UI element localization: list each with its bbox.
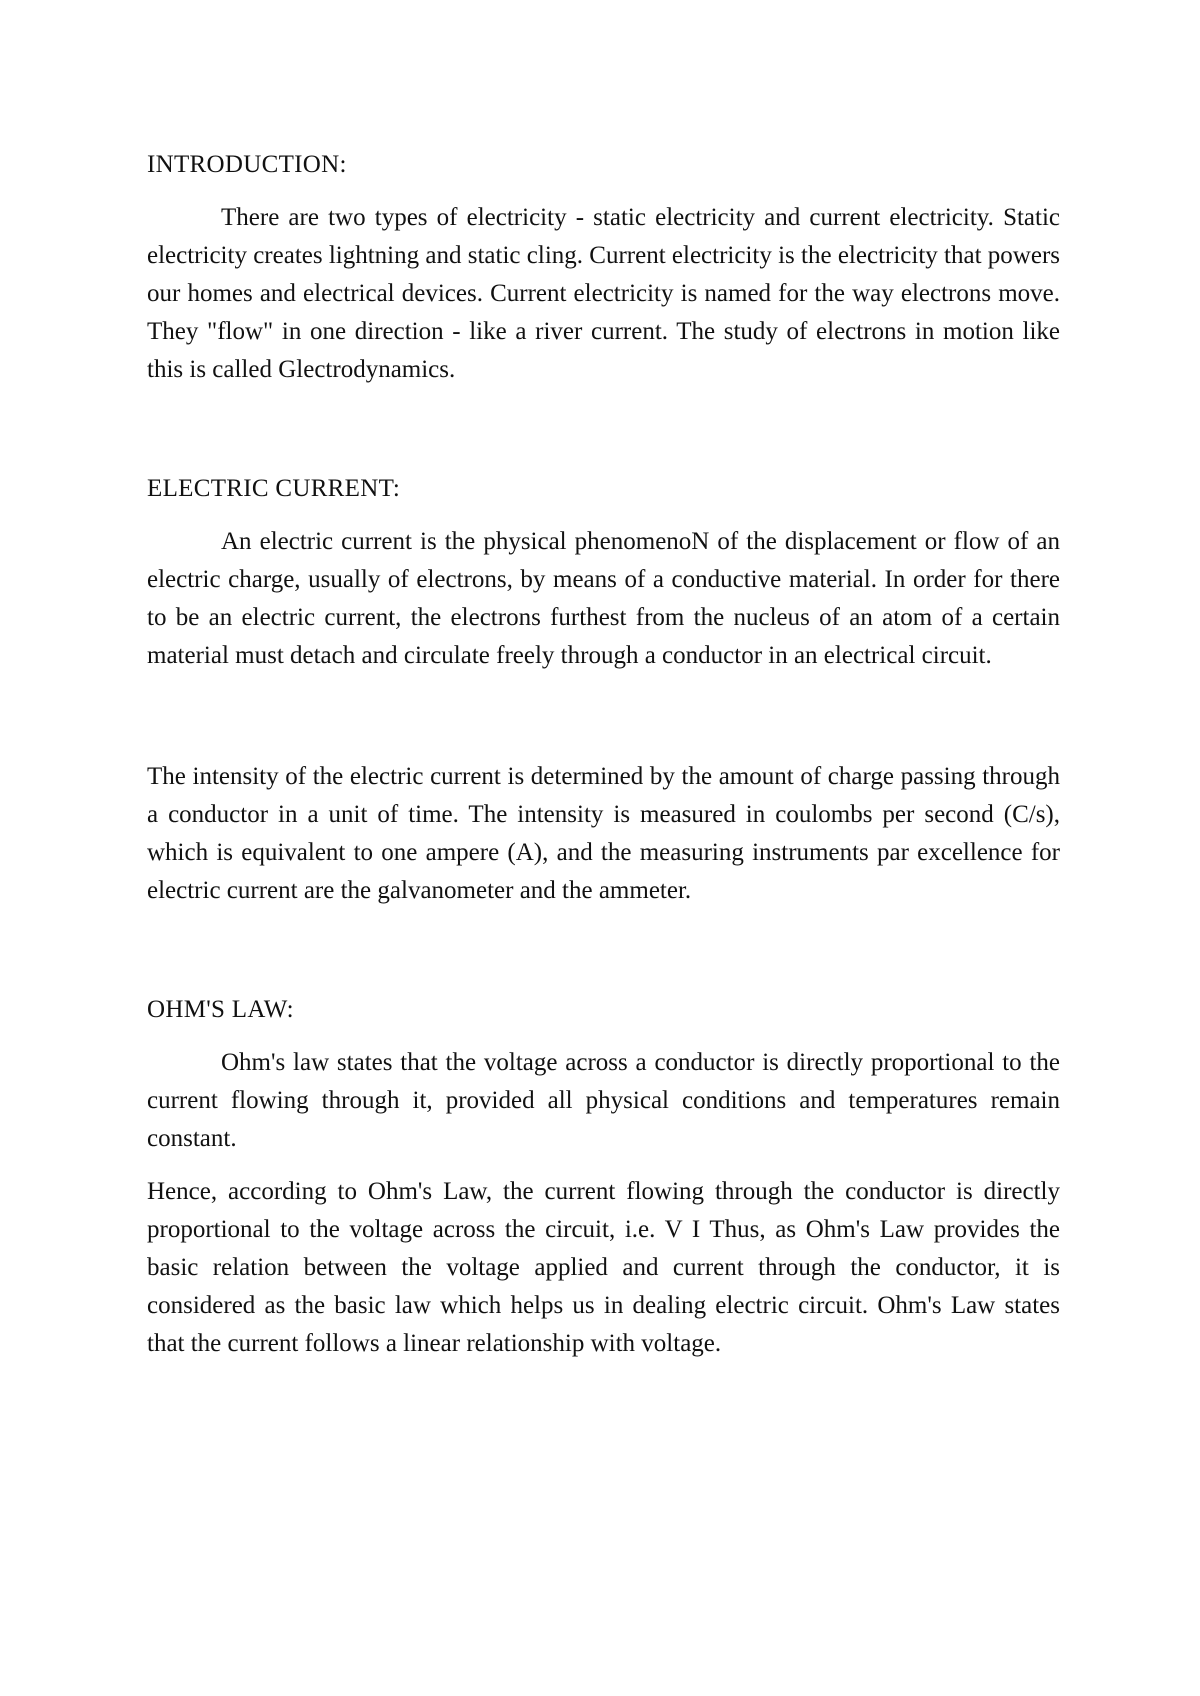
section-heading-ohms-law: OHM'S LAW: — [147, 996, 294, 1023]
document-body — [147, 146, 1060, 1363]
electric-current-paragraph-1: An electric current is the physical phenomenoN of the displacement or flow of an electric charge, usually of electrons, by means of a conductive material. In order for there to be an electric current, the electrons furthest from the nucleus of an atom of a certain material must detach and circulate freely through a conductor in an electrical circuit. — [147, 528, 1060, 669]
section-heading-introduction: INTRODUCTION: — [147, 151, 347, 178]
electric-current-paragraph-2: The intensity of the electric current is determined by the amount of charge passing through a conductor in a unit of time. The intensity is measured in coulombs per second (C/s), which is equivalent to one ampere (A), and the measuring instruments par excellence for electric current are the galvanometer and the ammeter. — [147, 763, 1060, 904]
ohms-law-paragraph-1: Ohm's law states that the voltage across a conductor is directly proportional to the current flowing through it, provided all physical conditions and temperatures remain constant. — [147, 1049, 1060, 1152]
ohms-law-paragraph-2: Hence, according to Ohm's Law, the current flowing through the conductor is directly proportional to the voltage across the circuit, i.e. V I Thus, as Ohm's Law provides the basic relation between the voltage applied and current through the conductor, it is considered as the basic law which helps us in dealing electric circuit. Ohm's Law states that the current follows a linear relationship with voltage. — [147, 1178, 1060, 1357]
section-heading-electric-current: ELECTRIC CURRENT: — [147, 475, 401, 502]
introduction-paragraph: There are two types of electricity - static electricity and current electricity. Static electricity creates lightning and static cling. Current electricity is the electricity that powers our homes and electrical devices. Current electricity is named for the way electrons move. They "flow" in one direction - like a river current. The study of electrons in motion like this is called Glectrodynamics. — [147, 204, 1060, 383]
